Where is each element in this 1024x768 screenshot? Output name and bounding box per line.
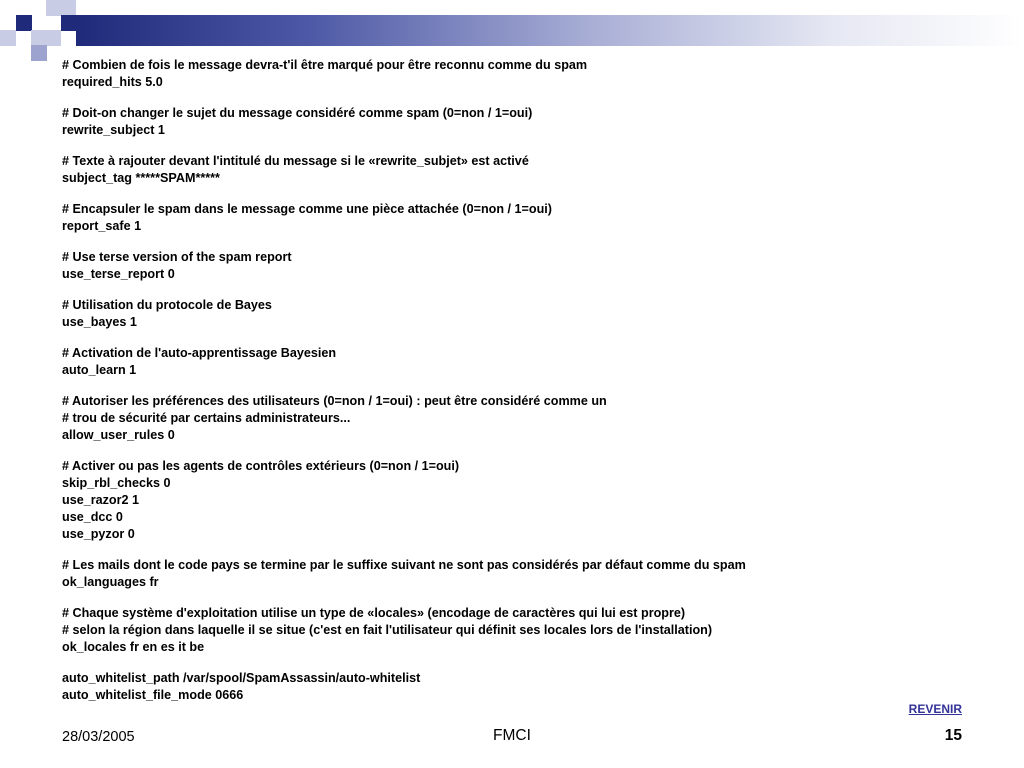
decor-square-light-2 [31,30,47,46]
config-line: use_bayes 1 [62,315,137,329]
decor-square-mid-3 [31,45,47,61]
footer-title: FMCI [493,727,531,744]
config-line: auto_whitelist_file_mode 0666 [62,688,244,702]
config-block [62,670,962,704]
config-block [62,297,962,331]
config-line: ok_locales fr en es it be [62,640,205,654]
config-block [62,458,962,543]
config-line: # Chaque système d'exploitation utilise un type de «locales» (encodage de caractères qui lui est propre) [62,606,686,620]
config-line: # Les mails dont le code pays se termine par le suffixe suivant ne sont pas considérés par défaut comme du spam [62,558,746,572]
config-line: auto_whitelist_path /var/spool/SpamAssassin/auto-whitelist [62,671,421,685]
config-line: # Use terse version of the spam report [62,250,292,264]
slide-number: 15 [944,727,962,744]
footer-date: 28/03/2005 [62,729,135,745]
decor-square-dark [16,15,32,31]
config-block [62,201,962,235]
revenir-link[interactable]: REVENIR [908,702,962,716]
decor-square-dark-2 [61,15,76,31]
config-block [62,57,962,91]
decor-square-light-3 [61,0,76,15]
config-block [62,393,962,444]
header-gradient-bar [76,15,1024,46]
config-line: # Utilisation du protocole de Bayes [62,298,272,312]
config-line: # Texte à rajouter devant l'intitulé du message si le «rewrite_subjet» est activé [62,154,529,168]
config-line: allow_user_rules 0 [62,428,175,442]
decor-square-mid-2 [46,30,61,46]
config-line: use_razor2 1 [62,493,140,507]
config-line: rewrite_subject 1 [62,123,165,137]
config-line: # trou de sécurité par certains administrateurs... [62,411,351,425]
config-line: skip_rbl_checks 0 [62,476,171,490]
config-line: # Encapsuler le spam dans le message comme une pièce attachée (0=non / 1=oui) [62,202,552,216]
decor-square-mid [0,30,16,46]
config-block [62,345,962,379]
config-line: # Activation de l'auto-apprentissage Bayesien [62,346,337,360]
config-line: required_hits 5.0 [62,75,163,89]
config-line: subject_tag *****SPAM***** [62,171,220,185]
config-line: report_safe 1 [62,219,142,233]
config-line: use_pyzor 0 [62,527,135,541]
config-line: # Autoriser les préférences des utilisateurs (0=non / 1=oui) : peut être considéré comme un [62,394,607,408]
config-line: # Activer ou pas les agents de contrôles extérieurs (0=non / 1=oui) [62,459,460,473]
config-line: use_terse_report 0 [62,267,175,281]
config-line: ok_languages fr [62,575,159,589]
config-block [62,105,962,139]
config-block [62,153,962,187]
config-block [62,557,962,591]
config-block [62,249,962,283]
config-line: # Doit-on changer le sujet du message considéré comme spam (0=non / 1=oui) [62,106,533,120]
config-line: use_dcc 0 [62,510,123,524]
config-line: # Combien de fois le message devra-t'il être marqué pour être reconnu comme du spam [62,58,588,72]
config-line: auto_learn 1 [62,363,137,377]
config-listing [62,57,962,718]
config-line: # selon la région dans laquelle il se situe (c'est en fait l'utilisateur qui définit ses locales lors de l'installation) [62,623,713,637]
config-block [62,605,962,656]
decor-square-light [46,0,62,16]
